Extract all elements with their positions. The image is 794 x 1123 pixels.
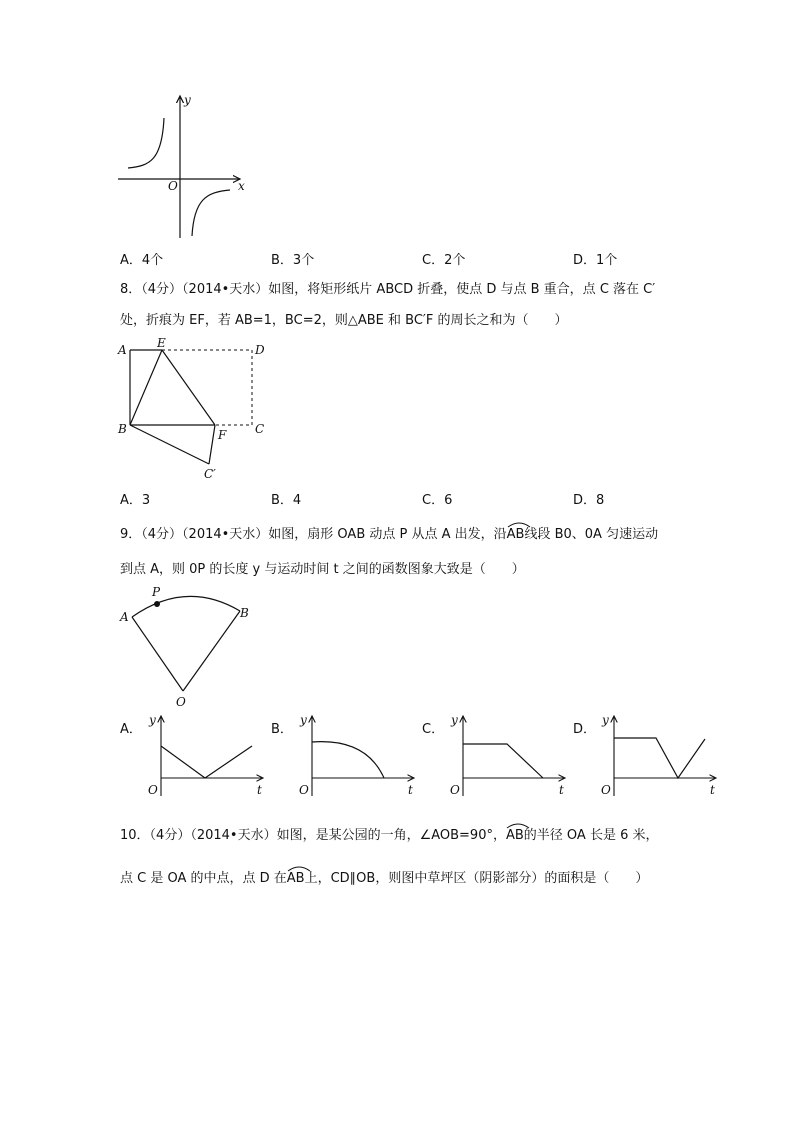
q10-stem-line2: 点 C 是 OA 的中点，点 D 在 AB上，CD∥OB，则图中草坪区（阴影部分）的面积是（ ） (120, 870, 648, 888)
y-label: y (602, 713, 609, 727)
segment-fc-prime (209, 425, 215, 464)
origin-label: O (299, 783, 309, 797)
origin-label: O (168, 179, 178, 193)
q7-option-a[interactable]: A．4个 (120, 253, 164, 268)
q9-stem-line1: 9．（4分）（2014•天水）如图，扇形 OAB 动点 P 从点 A 出发，沿 AB线段 B0、0A 匀速运动 (120, 526, 658, 544)
point-d-label: D (255, 343, 265, 357)
q9-option-c[interactable]: C． (422, 722, 445, 737)
point-b-label: B (118, 422, 127, 436)
q10-stem-line1: 10．（4分）（2014•天水）如图，是某公园的一角，∠AOB=90°， AB的半径 OA 长是 6 米， (120, 827, 659, 845)
point-c-label: C (255, 422, 265, 436)
y-label: y (300, 713, 307, 727)
q7-hyperbola-figure (110, 88, 260, 244)
q9-option-d[interactable]: D． (573, 722, 597, 737)
hyperbola-branch-second-quadrant (128, 118, 164, 168)
q9-sector-figure (112, 585, 262, 710)
q8-stem-line1: 8．（4分）（2014•天水）如图，将矩形纸片 ABCD 折叠，使点 D 与点 B 重合，点 C 落在 C′ (120, 282, 656, 297)
t-label: t (408, 783, 413, 797)
origin-label: O (148, 783, 158, 797)
q7-option-b[interactable]: B．3个 (271, 253, 315, 268)
q8-folded-rectangle-figure (112, 338, 282, 484)
x-axis-label: x (238, 179, 245, 193)
q9-option-a[interactable]: A． (120, 722, 142, 737)
q7-option-d[interactable]: D．1个 (573, 253, 618, 268)
arc-symbol (287, 864, 311, 872)
origin-label: O (601, 783, 611, 797)
segment-bc-prime (130, 425, 209, 464)
point-a-label: A (118, 343, 127, 357)
q9-graph-a[interactable] (145, 712, 270, 798)
q8-option-c[interactable]: C．6 (422, 493, 453, 508)
graph-curve (614, 738, 705, 778)
q9-stem-line2: 到点 A，则 0P 的长度 y 与运动时间 t 之间的函数图象大致是（ ） (120, 562, 525, 577)
point-p-label: P (152, 585, 161, 599)
q9-option-b[interactable]: B． (271, 722, 293, 737)
graph-curve (161, 746, 252, 778)
segment-ao (132, 617, 183, 691)
q9-graph-b[interactable] (296, 712, 421, 798)
q9-graph-c[interactable] (447, 712, 572, 798)
origin-label: O (450, 783, 460, 797)
graph-curve (312, 742, 384, 778)
hyperbola-branch-fourth-quadrant (192, 190, 230, 236)
y-label: y (149, 713, 156, 727)
point-e-label: E (157, 338, 166, 350)
segment-bo (183, 611, 240, 691)
arc-symbol (507, 520, 531, 528)
arc-ab (132, 596, 240, 617)
point-o-label: O (176, 695, 186, 709)
point-b-label: B (240, 606, 249, 620)
arc-ab-notation: AB (287, 870, 305, 888)
arc-ab-notation: AB (506, 827, 524, 845)
graph-curve (463, 744, 543, 778)
q8-stem-line2: 处，折痕为 EF，若 AB=1，BC=2，则△ABE 和 BC′F 的周长之和为（ ） (120, 313, 568, 328)
t-label: t (257, 783, 262, 797)
segment-be (130, 350, 162, 425)
q7-option-c[interactable]: C．2个 (422, 253, 466, 268)
t-label: t (559, 783, 564, 797)
y-axis-label: y (184, 93, 191, 107)
y-label: y (451, 713, 458, 727)
arc-symbol (506, 821, 530, 829)
arc-ab-notation: AB (507, 526, 525, 544)
point-c-prime-label: C′ (204, 467, 216, 481)
q8-option-a[interactable]: A．3 (120, 493, 151, 508)
q9-graph-d[interactable] (598, 712, 723, 798)
point-a-label: A (120, 610, 129, 624)
t-label: t (710, 783, 715, 797)
segment-ef (162, 350, 215, 425)
q8-option-b[interactable]: B．4 (271, 493, 302, 508)
q8-option-d[interactable]: D．8 (573, 493, 605, 508)
point-f-label: F (218, 428, 227, 442)
point-p (154, 601, 160, 607)
